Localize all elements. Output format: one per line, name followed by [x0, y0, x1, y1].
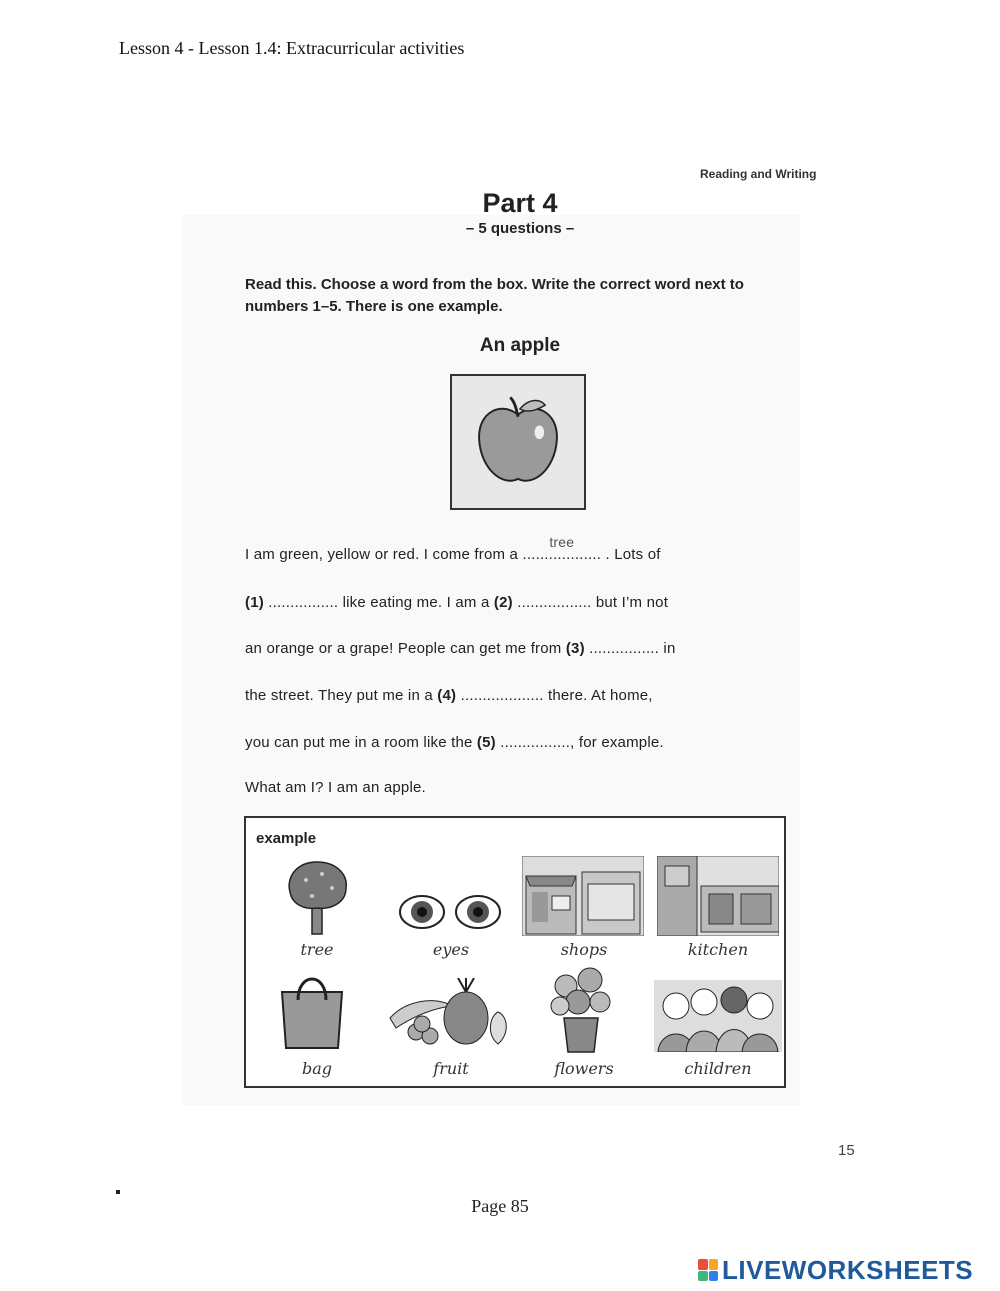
tree-icon [282, 858, 352, 938]
tree-picture [282, 858, 352, 938]
story-text: . Lots of [601, 546, 661, 563]
example-blank[interactable] [522, 534, 602, 563]
question-number-1: (1) [245, 594, 264, 611]
word-label-kitchen: kitchen [687, 940, 749, 959]
apple-picture [450, 374, 586, 510]
word-label-eyes: eyes [432, 940, 470, 959]
apple-icon [452, 376, 584, 508]
story-text: there. At home, [547, 687, 653, 704]
word-label-children: children [684, 1059, 752, 1078]
word-label-bag: bag [301, 1059, 333, 1078]
answer-blank-1[interactable]: ................ [263, 594, 343, 611]
children-picture [654, 980, 782, 1052]
story-text: an orange or a grape! People can get me from [245, 640, 566, 657]
answer-blank-4[interactable]: ................... [456, 687, 548, 704]
example-answer: tree [549, 534, 575, 550]
question-number-2: (2) [493, 594, 513, 611]
lesson-title: Lesson 4 - Lesson 1.4: Extracurricular activities [119, 38, 465, 58]
story-text: , for example. [570, 734, 664, 751]
story-line-4 [245, 687, 653, 704]
story-line-5 [245, 734, 664, 751]
example-label: example [256, 830, 317, 847]
story-text: you can put me in a room like the [245, 734, 477, 751]
story-text: the street. They put me in a [245, 687, 438, 704]
blank-dots: .................. [522, 546, 602, 563]
kitchen-icon [657, 856, 779, 936]
book-page-number: 15 [838, 1142, 855, 1159]
flowers-picture [546, 966, 616, 1054]
eyes-picture [398, 892, 502, 932]
story-line-6: What am I? I am an apple. [245, 779, 426, 796]
question-number-4: (4) [437, 687, 457, 704]
brand-name: LIVEWORKSHEETS [722, 1254, 974, 1285]
shops-picture [522, 856, 644, 936]
answer-blank-5[interactable]: ................ [495, 734, 571, 751]
question-number-3: (3) [565, 640, 585, 657]
story-line-3 [245, 640, 676, 657]
eyes-icon [398, 892, 502, 932]
liveworksheets-mark-icon [698, 1259, 718, 1281]
question-number-5: (5) [476, 734, 496, 751]
answer-blank-3[interactable]: ................ [584, 640, 664, 657]
word-label-shops: shops [560, 940, 608, 959]
story-text: in [663, 640, 676, 657]
bag-picture [276, 970, 348, 1050]
word-label-fruit: fruit [433, 1059, 469, 1078]
shops-icon [522, 856, 644, 936]
story-line-1 [245, 534, 661, 563]
children-icon [654, 980, 782, 1052]
liveworksheets-logo[interactable] [698, 1256, 973, 1284]
story-title: An apple [479, 335, 561, 356]
section-label: Reading and Writing [700, 167, 817, 181]
fruit-picture [386, 978, 516, 1048]
word-label-tree: tree [300, 940, 334, 959]
flowers-icon [546, 966, 616, 1054]
instructions: Read this. Choose a word from the box. Write the correct word next to numbers 1–5. There is one example. [245, 276, 744, 315]
part-subtitle: – 5 questions – [465, 220, 575, 237]
story-text: like eating me. I am a [342, 594, 494, 611]
word-label-flowers: flowers [554, 1059, 614, 1078]
bag-icon [276, 970, 348, 1050]
story-text: I am green, yellow or red. I come from a [245, 546, 523, 563]
fruit-icon [386, 978, 516, 1048]
page-footer: Page 85 [471, 1196, 529, 1216]
story-text: but I’m not [595, 594, 669, 611]
kitchen-picture [657, 856, 779, 936]
part-title: Part 4 [482, 188, 558, 218]
answer-blank-2[interactable]: ................. [512, 594, 596, 611]
story-line-2 [245, 594, 668, 611]
bullet-mark [116, 1190, 120, 1194]
